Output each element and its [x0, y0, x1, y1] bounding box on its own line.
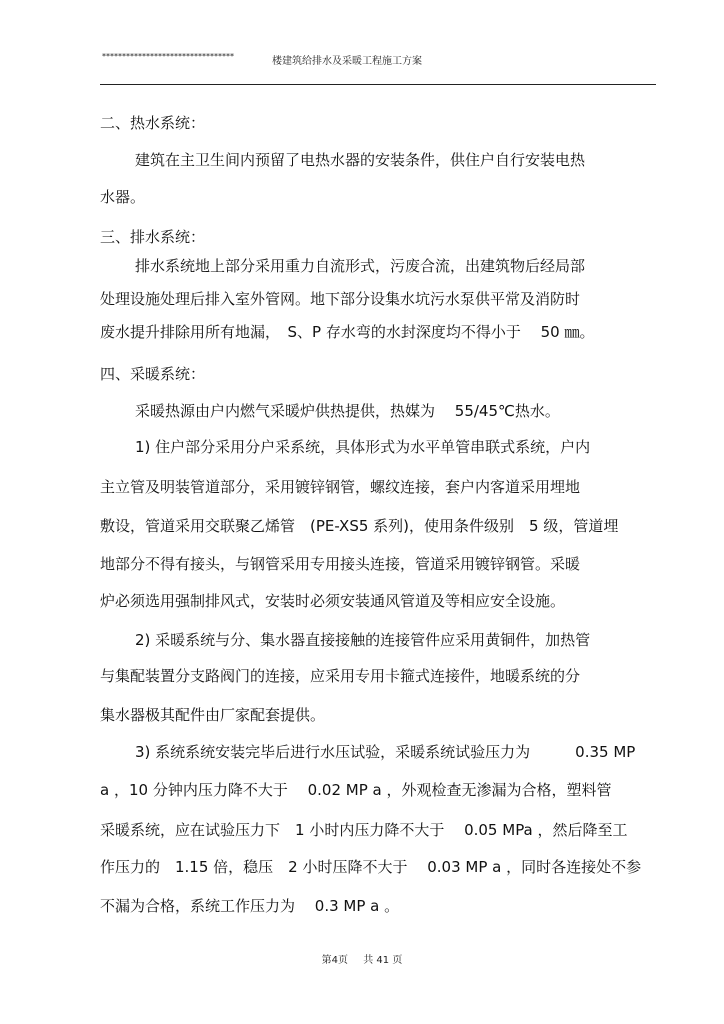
heading-drainage: 三、排水系统：	[100, 228, 206, 246]
header-title: 楼建筑给排水及采暖工程施工方案	[272, 56, 422, 67]
paragraph-line: 处理设施处理后排入室外管网。地下部分设集水坑污水泵供平常及消防时	[100, 290, 581, 308]
heading-heating: 四、采暖系统：	[100, 365, 206, 383]
heading-hot-water: 二、热水系统：	[100, 114, 206, 132]
paragraph-line: 排水系统地上部分采用重力自流形式，污废合流，出建筑物后经局部	[135, 257, 586, 275]
paragraph-line: 3) 系统系统安装完毕后进行水压试验，采暖系统试验压力为 0.35 MP	[135, 743, 636, 761]
paragraph-line: 1) 住户部分采用分户采系统，具体形式为水平单管串联式系统，户内	[135, 438, 591, 456]
page-header	[100, 52, 656, 72]
paragraph-line: 2) 采暖系统与分、集水器直接接触的连接管件应采用黄铜件，加热管	[135, 631, 591, 649]
paragraph-line: a ，10 分钟内压力降不大于 0.02 MP a ，外观检查无渗漏为合格，塑料管	[100, 781, 612, 799]
paragraph-line: 采暖热源由户内燃气采暖炉供热提供，热媒为 55/45℃热水。	[135, 402, 560, 420]
paragraph-line: 废水提升排除用所有地漏， S、P 存水弯的水封深度均不得小于 50 ㎜。	[100, 323, 595, 341]
paragraph-line: 不漏为合格，系统工作压力为 0.3 MP a 。	[100, 897, 400, 915]
paragraph-line: 主立管及明装管道部分，采用镀锌钢管，螺纹连接，套户内客道采用埋地	[100, 478, 581, 496]
page-footer	[0, 951, 724, 966]
header-divider	[100, 84, 656, 85]
paragraph-line: 水器。	[100, 188, 146, 206]
page-number: 第4页	[321, 955, 349, 966]
paragraph-line: 建筑在主卫生间内预留了电热水器的安装条件，供住户自行安装电热	[135, 151, 586, 169]
paragraph-line: 炉必须选用强制排风式，安装时必须安装通风管道及等相应安全设施。	[100, 592, 566, 610]
paragraph-line: 作压力的 1.15 倍，稳压 2 小时压降不大于 0.03 MP a ，同时各连接处不参	[100, 858, 642, 876]
paragraph-line: 敷设，管道采用交联聚乙烯管 (PE-XS5 系列)，使用条件级别 5 级，管道埋	[100, 517, 619, 535]
header-stars: *********************************	[102, 52, 234, 61]
paragraph-line: 集水器极其配件由厂家配套提供。	[100, 706, 326, 724]
paragraph-line: 地部分不得有接头，与钢管采用专用接头连接，管道采用镀锌钢管。采暖	[100, 555, 581, 573]
paragraph-line: 与集配装置分支路阀门的连接，应采用专用卡箍式连接件，地暖系统的分	[100, 667, 581, 685]
paragraph-line: 采暖系统，应在试验压力下 1 小时内压力降不大于 0.05 MPa ，然后降至工	[100, 821, 628, 839]
page-total: 共 41 页	[363, 955, 403, 966]
